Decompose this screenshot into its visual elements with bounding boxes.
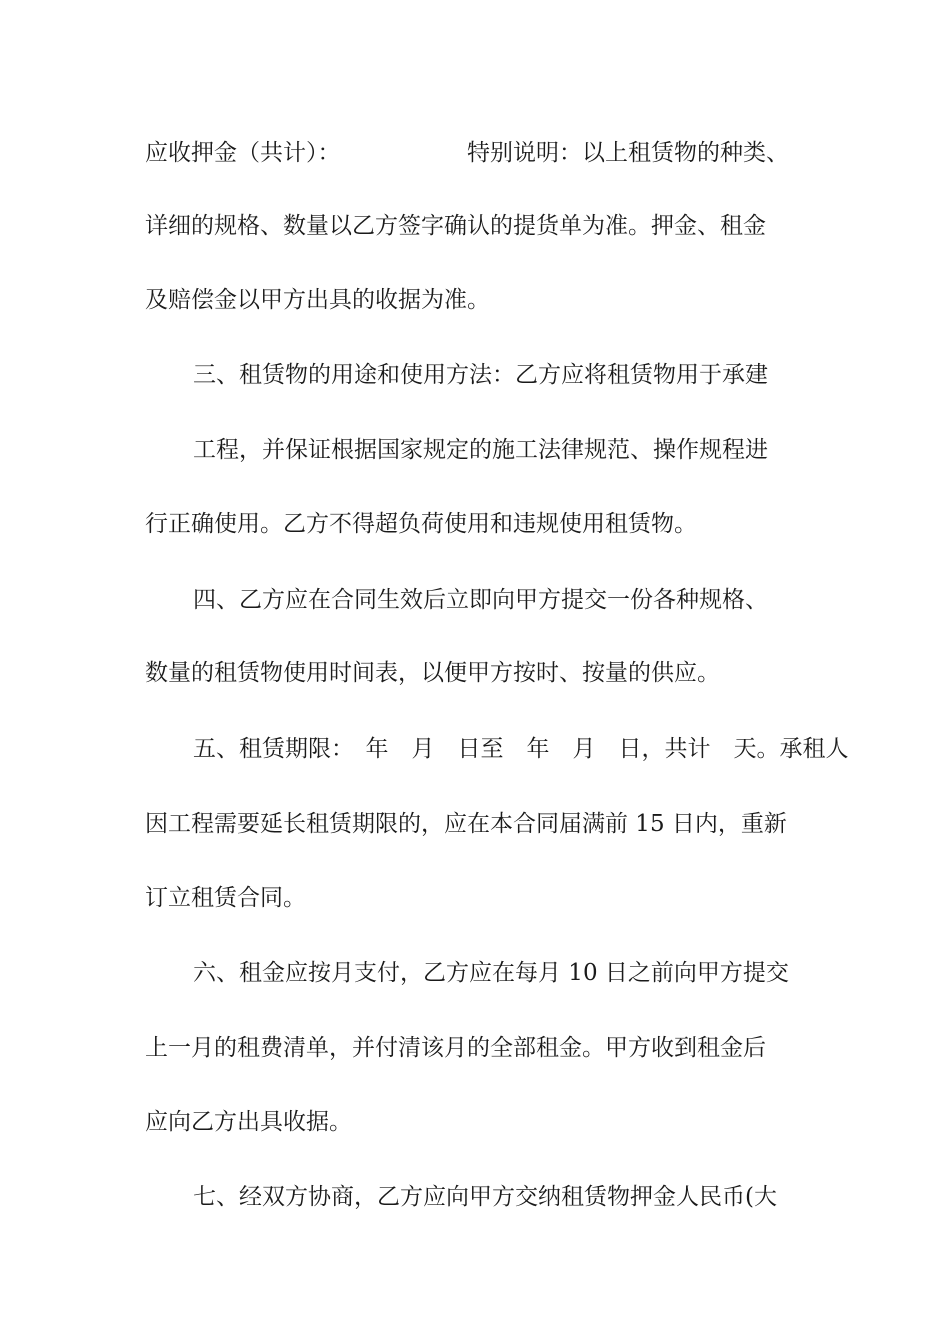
text-line-3: 及赔偿金以甲方出具的收据为准。 [145, 287, 490, 313]
text-line-1: 应收押金（共计）： 特别说明：以上租赁物的种类、 [145, 140, 789, 166]
clause-7-line-1: 七、经双方协商，乙方应向甲方交纳租赁物押金人民币(大 [193, 1184, 777, 1210]
clause-5-line-1: 五、租赁期限： 年 月 日至 年 月 日，共计 天。承租人 [193, 736, 849, 762]
clause-5-line-2: 因工程需要延长租赁期限的，应在本合同届满前 15 日内，重新 [145, 811, 787, 837]
clause-4-line-2: 数量的租赁物使用时间表，以便甲方按时、按量的供应。 [145, 660, 720, 686]
clause-6-line-1: 六、租金应按月支付，乙方应在每月 10 日之前向甲方提交 [193, 960, 789, 986]
clause-6-line-3: 应向乙方出具收据。 [145, 1109, 352, 1135]
text-line-2: 详细的规格、数量以乙方签字确认的提货单为准。押金、租金 [145, 213, 766, 239]
clause-5-line-3: 订立租赁合同。 [145, 885, 306, 911]
clause-3-line-2: 工程，并保证根据国家规定的施工法律规范、操作规程进 [193, 437, 768, 463]
clause-4-line-1: 四、乙方应在合同生效后立即向甲方提交一份各种规格、 [193, 587, 768, 613]
clause-3-line-3: 行正确使用。乙方不得超负荷使用和违规使用租赁物。 [145, 511, 697, 537]
clause-3-line-1: 三、租赁物的用途和使用方法：乙方应将租赁物用于承建 [193, 362, 768, 388]
clause-6-line-2: 上一月的租费清单，并付清该月的全部租金。甲方收到租金后 [145, 1035, 766, 1061]
